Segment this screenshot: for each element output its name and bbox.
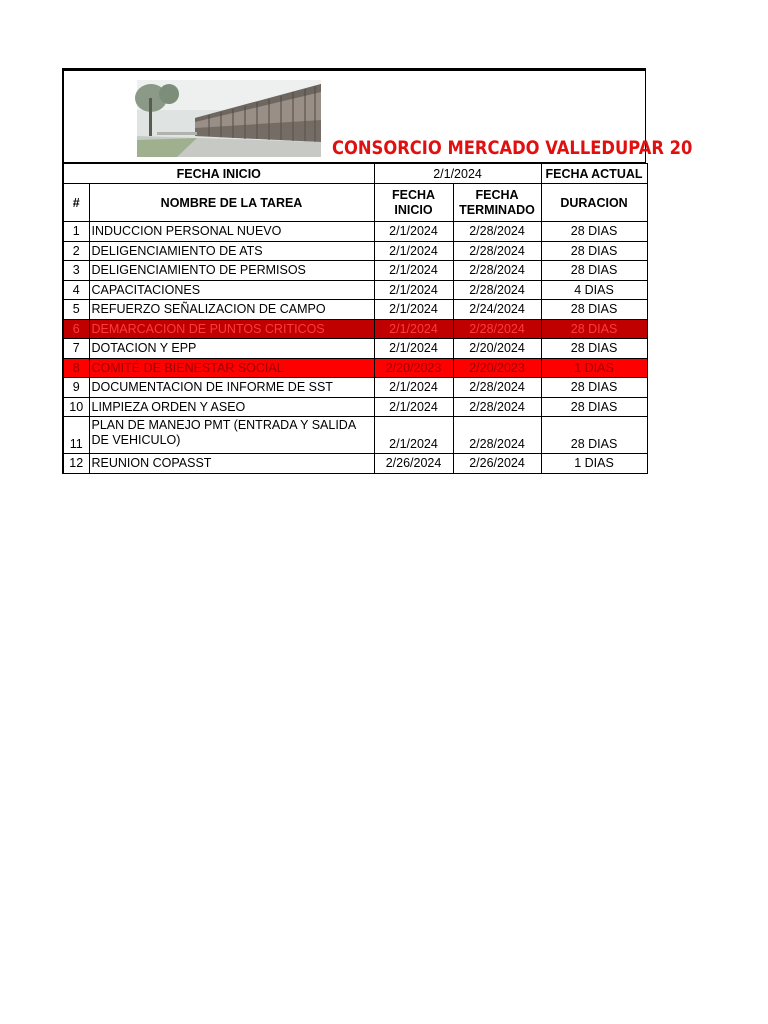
end-date-cell[interactable]: 2/20/2024 <box>453 339 541 359</box>
start-date-cell[interactable]: 2/20/2023 <box>374 358 453 378</box>
duration-cell[interactable]: 28 DIAS <box>541 261 647 281</box>
row-number-cell[interactable]: 6 <box>63 319 89 339</box>
end-date-cell[interactable]: 2/28/2024 <box>453 397 541 417</box>
table-row <box>63 454 647 474</box>
spreadsheet <box>62 68 693 474</box>
task-name-cell[interactable]: DELIGENCIAMIENTO DE PERMISOS <box>89 261 374 281</box>
task-table <box>62 163 648 474</box>
end-date-cell[interactable]: 2/28/2024 <box>453 222 541 242</box>
task-name-cell[interactable]: CAPACITACIONES <box>89 280 374 300</box>
start-date-label: FECHA INICIO <box>63 164 374 184</box>
task-name-cell[interactable]: PLAN DE MANEJO PMT (ENTRADA Y SALIDA DE VEHICULO) <box>89 417 374 454</box>
building-photo <box>137 80 321 157</box>
duration-cell[interactable]: 1 DIAS <box>541 454 647 474</box>
column-header-row <box>63 184 647 222</box>
header-banner <box>62 68 693 163</box>
task-name-cell[interactable]: DEMARCACION DE PUNTOS CRITICOS <box>89 319 374 339</box>
start-date-cell[interactable]: 2/1/2024 <box>374 378 453 398</box>
duration-cell[interactable]: 28 DIAS <box>541 300 647 320</box>
row-number-cell[interactable]: 7 <box>63 339 89 359</box>
table-row <box>63 358 647 378</box>
end-date-cell[interactable]: 2/28/2024 <box>453 241 541 261</box>
row-number-cell[interactable]: 11 <box>63 417 89 454</box>
start-date-cell[interactable]: 2/26/2024 <box>374 454 453 474</box>
end-date-cell[interactable]: 2/28/2024 <box>453 319 541 339</box>
table-row <box>63 280 647 300</box>
table-row <box>63 378 647 398</box>
duration-cell[interactable]: 28 DIAS <box>541 222 647 242</box>
start-date-cell[interactable]: 2/1/2024 <box>374 280 453 300</box>
start-date-cell[interactable]: 2/1/2024 <box>374 300 453 320</box>
start-date-cell[interactable]: 2/1/2024 <box>374 241 453 261</box>
table-row <box>63 222 647 242</box>
duration-cell[interactable]: 28 DIAS <box>541 319 647 339</box>
duration-cell[interactable]: 28 DIAS <box>541 378 647 398</box>
duration-cell[interactable]: 28 DIAS <box>541 241 647 261</box>
start-date-row <box>63 164 647 184</box>
end-date-cell[interactable]: 2/28/2024 <box>453 261 541 281</box>
column-header-duration: DURACION <box>541 184 647 222</box>
column-header-start: FECHA INICIO <box>374 184 453 222</box>
task-name-cell[interactable]: DOTACION Y EPP <box>89 339 374 359</box>
start-date-cell[interactable]: 2/1/2024 <box>374 339 453 359</box>
duration-cell[interactable]: 28 DIAS <box>541 339 647 359</box>
task-name-cell[interactable]: INDUCCION PERSONAL NUEVO <box>89 222 374 242</box>
table-row <box>63 417 647 454</box>
row-number-cell[interactable]: 8 <box>63 358 89 378</box>
end-date-cell[interactable]: 2/26/2024 <box>453 454 541 474</box>
table-row <box>63 300 647 320</box>
end-date-cell[interactable]: 2/28/2024 <box>453 417 541 454</box>
column-header-num: # <box>63 184 89 222</box>
row-number-cell[interactable]: 4 <box>63 280 89 300</box>
task-rows <box>63 222 647 474</box>
table-row <box>63 261 647 281</box>
task-name-cell[interactable]: DOCUMENTACION DE INFORME DE SST <box>89 378 374 398</box>
row-number-cell[interactable]: 2 <box>63 241 89 261</box>
end-date-cell[interactable]: 2/20/2023 <box>453 358 541 378</box>
row-number-cell[interactable]: 10 <box>63 397 89 417</box>
table-row <box>63 319 647 339</box>
row-number-cell[interactable]: 1 <box>63 222 89 242</box>
start-date-value[interactable]: 2/1/2024 <box>374 164 541 184</box>
end-date-cell[interactable]: 2/28/2024 <box>453 280 541 300</box>
table-row <box>63 339 647 359</box>
duration-cell[interactable]: 1 DIAS <box>541 358 647 378</box>
row-number-cell[interactable]: 5 <box>63 300 89 320</box>
start-date-cell[interactable]: 2/1/2024 <box>374 222 453 242</box>
task-name-cell[interactable]: DELIGENCIAMIENTO DE ATS <box>89 241 374 261</box>
start-date-cell[interactable]: 2/1/2024 <box>374 319 453 339</box>
company-title: CONSORCIO MERCADO VALLEDUPAR 20 <box>332 137 693 159</box>
row-number-cell[interactable]: 12 <box>63 454 89 474</box>
task-name-cell[interactable]: REUNION COPASST <box>89 454 374 474</box>
table-row <box>63 241 647 261</box>
task-name-cell[interactable]: COMITÉ DE BIENESTAR SOCIAL <box>89 358 374 378</box>
start-date-cell[interactable]: 2/1/2024 <box>374 417 453 454</box>
end-date-cell[interactable]: 2/28/2024 <box>453 378 541 398</box>
duration-cell[interactable]: 4 DIAS <box>541 280 647 300</box>
column-header-task: NOMBRE DE LA TAREA <box>89 184 374 222</box>
table-row <box>63 397 647 417</box>
duration-cell[interactable]: 28 DIAS <box>541 417 647 454</box>
start-date-cell[interactable]: 2/1/2024 <box>374 261 453 281</box>
task-name-cell[interactable]: LIMPIEZA ORDEN Y ASEO <box>89 397 374 417</box>
row-number-cell[interactable]: 3 <box>63 261 89 281</box>
row-number-cell[interactable]: 9 <box>63 378 89 398</box>
end-date-cell[interactable]: 2/24/2024 <box>453 300 541 320</box>
start-date-cell[interactable]: 2/1/2024 <box>374 397 453 417</box>
task-name-cell[interactable]: REFUERZO SEÑALIZACION DE CAMPO <box>89 300 374 320</box>
duration-cell[interactable]: 28 DIAS <box>541 397 647 417</box>
column-header-end: FECHA TERMINADO <box>453 184 541 222</box>
current-date-label: FECHA ACTUAL <box>541 164 647 184</box>
